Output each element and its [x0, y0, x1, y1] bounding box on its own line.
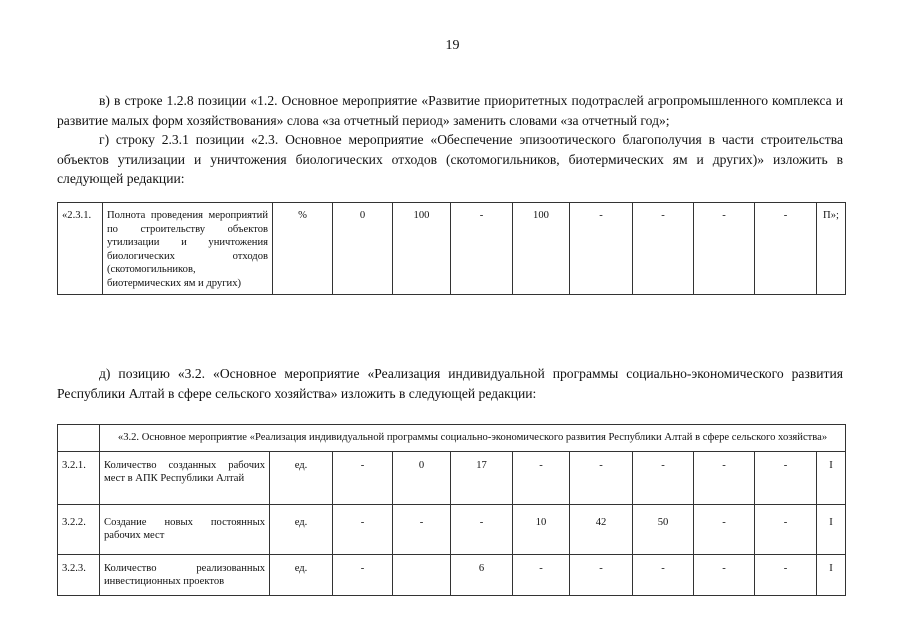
paragraph-d-text: д) позицию «3.2. «Основное мероприятие «Реализация индивидуальной программы социально-экономического развития Республики Алтай в сфере сельского хозяйства» изложить в следующей редакции:	[57, 366, 843, 401]
value-cell: -	[755, 554, 817, 595]
unit-cell: ед.	[270, 554, 333, 595]
value-cell: -	[633, 554, 694, 595]
row-code: 3.2.2.	[58, 504, 100, 554]
value-cell: -	[694, 203, 755, 295]
indicator-name: Количество созданных рабочих мест в АПК Республики Алтай	[100, 451, 270, 504]
row-code: «2.3.1.	[58, 203, 103, 295]
type-cell: П»;	[817, 203, 846, 295]
value-cell: -	[513, 451, 570, 504]
value-cell: 17	[451, 451, 513, 504]
type-cell: I	[817, 504, 846, 554]
section-header: «3.2. Основное мероприятие «Реализация индивидуальной программы социально-экономического развития Республики Алтай в сфере сельского хозяйства»	[100, 425, 846, 452]
page-number: 19	[445, 38, 460, 53]
value-cell: -	[633, 451, 694, 504]
empty-header-cell	[58, 425, 100, 452]
value-cell: 10	[513, 504, 570, 554]
type-cell: I	[817, 451, 846, 504]
table-row	[58, 203, 846, 295]
paragraph-g	[57, 130, 843, 189]
indicator-table-2-3-1	[57, 202, 846, 295]
value-cell: 50	[633, 504, 694, 554]
row-code: 3.2.1.	[58, 451, 100, 504]
value-cell: -	[755, 203, 817, 295]
indicator-table-3-2	[57, 424, 846, 596]
value-cell: 100	[393, 203, 451, 295]
value-cell: -	[451, 504, 513, 554]
table-row	[58, 451, 846, 504]
value-cell: -	[755, 504, 817, 554]
value-cell: -	[570, 554, 633, 595]
value-cell: -	[333, 451, 393, 504]
value-cell: -	[333, 504, 393, 554]
table-row	[58, 554, 846, 595]
paragraph-v-text: в) в строке 1.2.8 позиции «1.2. Основное мероприятие «Развитие приоритетных подотраслей агропромышленного комплекса и развитие малых форм хозяйствования» слова «за отчетный период» заменить словами «за отчетный год»;	[57, 93, 843, 128]
value-cell: 100	[513, 203, 570, 295]
paragraph-d	[57, 364, 843, 403]
row-code: 3.2.3.	[58, 554, 100, 595]
unit-cell: %	[273, 203, 333, 295]
value-cell: -	[755, 451, 817, 504]
value-cell: 42	[570, 504, 633, 554]
unit-cell: ед.	[270, 504, 333, 554]
value-cell: 0	[333, 203, 393, 295]
indicator-name: Количество реализованных инвестиционных проектов	[100, 554, 270, 595]
value-cell: -	[570, 203, 633, 295]
value-cell: -	[633, 203, 694, 295]
type-cell: I	[817, 554, 846, 595]
value-cell	[393, 554, 451, 595]
unit-cell: ед.	[270, 451, 333, 504]
indicator-name: Полнота проведения мероприятий по строительству объектов утилизации и уничтожения биологических отходов (скотомогильников, биотермических ям и других)	[103, 203, 273, 295]
value-cell: -	[393, 504, 451, 554]
value-cell: -	[570, 451, 633, 504]
value-cell: -	[333, 554, 393, 595]
paragraph-v	[57, 91, 843, 130]
table-header-row	[58, 425, 846, 452]
value-cell: 6	[451, 554, 513, 595]
value-cell: -	[451, 203, 513, 295]
paragraph-g-text: г) строку 2.3.1 позиции «2.3. Основное мероприятие «Обеспечение эпизоотического благополучия в части строительства объектов утилизации и уничтожения биологических отходов (скотомогильников, биотермических ям и других)» изложить в следующей редакции:	[57, 132, 843, 186]
value-cell: -	[694, 451, 755, 504]
indicator-name: Создание новых постоянных рабочих мест	[100, 504, 270, 554]
table-row	[58, 504, 846, 554]
value-cell: 0	[393, 451, 451, 504]
value-cell: -	[513, 554, 570, 595]
value-cell: -	[694, 554, 755, 595]
value-cell: -	[694, 504, 755, 554]
amendment-paragraphs-v-g	[57, 91, 843, 189]
